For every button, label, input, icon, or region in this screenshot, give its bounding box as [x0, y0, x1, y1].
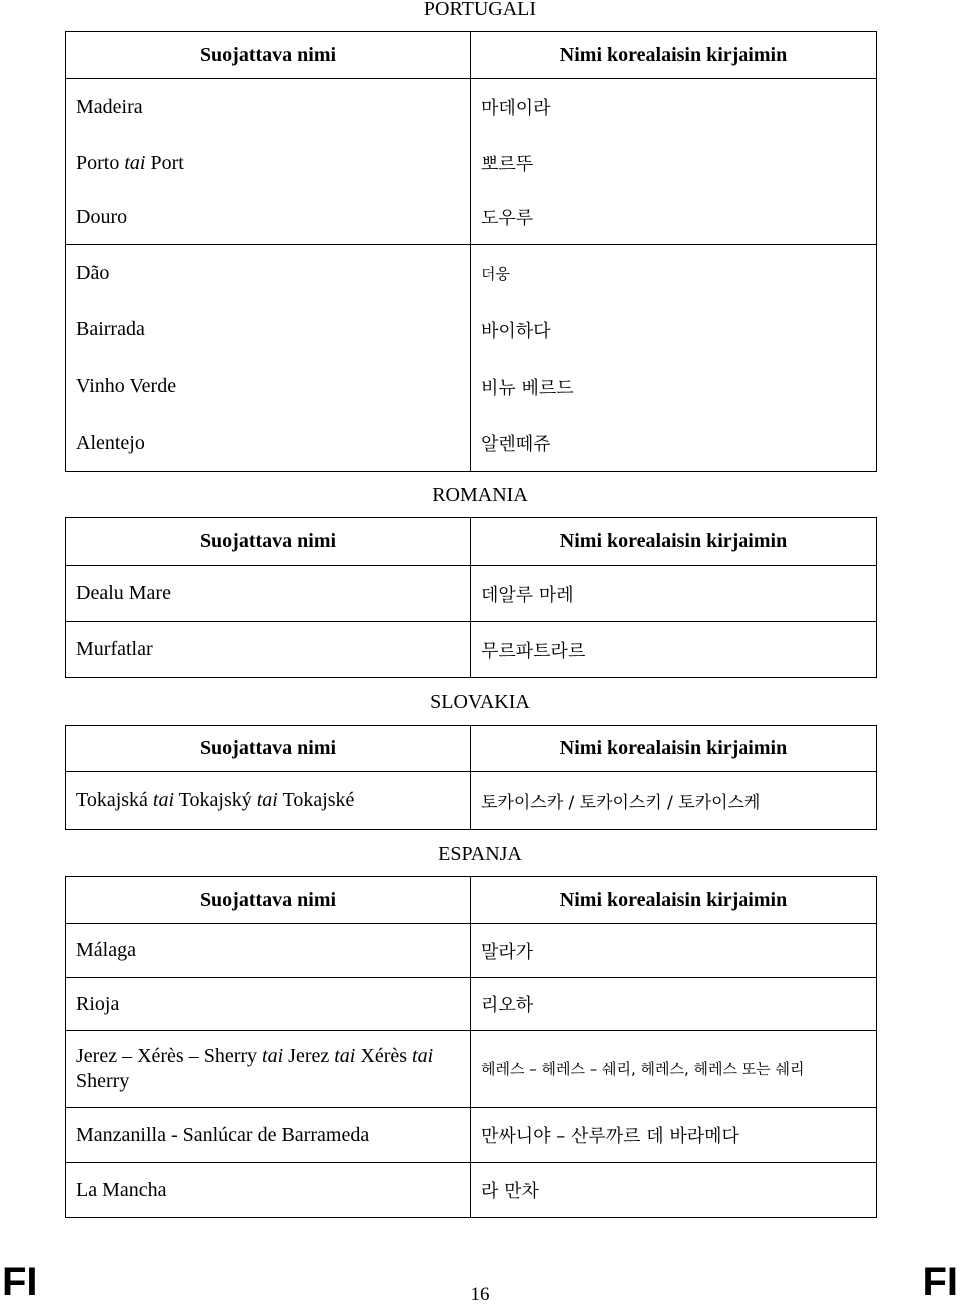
- korean-name: 무르파트라르: [471, 622, 877, 678]
- protected-name: Málaga: [66, 924, 471, 978]
- footer-language-left: FI: [2, 1260, 38, 1304]
- page-number: 16: [470, 1284, 490, 1305]
- korean-name: 알렌떼쥬: [471, 416, 877, 472]
- korean-name: 만싸니야 – 산루까르 데 바라메다: [471, 1108, 877, 1163]
- protected-name: Alentejo: [66, 416, 471, 472]
- protected-name: Tokajská tai Tokajský tai Tokajské: [66, 772, 471, 830]
- header-protected-name: Suojattava nimi: [66, 32, 471, 79]
- protected-name: Jerez – Xérès – Sherry tai Jerez tai Xérès tai Sherry: [66, 1031, 471, 1108]
- footer-language-right: FI: [922, 1260, 958, 1304]
- korean-name: 리오하: [471, 978, 877, 1031]
- header-korean-name: Nimi korealaisin kirjaimin: [471, 518, 877, 566]
- korean-name: 마데이라: [471, 79, 877, 136]
- protected-name: Manzanilla - Sanlúcar de Barrameda: [66, 1108, 471, 1163]
- section-title-portugali: PORTUGALI: [423, 0, 537, 20]
- korean-name: 비뉴 베르드: [471, 358, 877, 416]
- header-korean-name: Nimi korealaisin kirjaimin: [471, 877, 877, 924]
- header-korean-name: Nimi korealaisin kirjaimin: [471, 726, 877, 772]
- korean-name: 뽀르뚜: [471, 136, 877, 191]
- table-slovakia: [65, 725, 877, 830]
- section-title-slovakia: SLOVAKIA: [430, 691, 530, 713]
- protected-name: La Mancha: [66, 1163, 471, 1218]
- protected-name: Rioja: [66, 978, 471, 1031]
- protected-name: Bairrada: [66, 302, 471, 358]
- korean-name: 토카이스카 / 토카이스키 / 토카이스케: [471, 772, 877, 830]
- header-protected-name: Suojattava nimi: [66, 518, 471, 566]
- table-romania: [65, 517, 877, 678]
- protected-name: Murfatlar: [66, 622, 471, 678]
- korean-name: 라 만차: [471, 1163, 877, 1218]
- protected-name: Porto tai Port: [66, 136, 471, 191]
- korean-name: 바이하다: [471, 302, 877, 358]
- korean-name: 더웅: [471, 245, 877, 302]
- protected-name: Dão: [66, 245, 471, 302]
- header-protected-name: Suojattava nimi: [66, 726, 471, 772]
- protected-name: Madeira: [66, 79, 471, 136]
- korean-name: 데알루 마레: [471, 566, 877, 622]
- table-espanja: [65, 876, 877, 1218]
- korean-name: 도우루: [471, 191, 877, 245]
- table-portugali: [65, 31, 877, 472]
- section-title-espanja: ESPANJA: [438, 843, 522, 865]
- protected-name: Dealu Mare: [66, 566, 471, 622]
- protected-name: Douro: [66, 191, 471, 245]
- header-korean-name: Nimi korealaisin kirjaimin: [471, 32, 877, 79]
- header-protected-name: Suojattava nimi: [66, 877, 471, 924]
- korean-name: 말라가: [471, 924, 877, 978]
- protected-name: Vinho Verde: [66, 358, 471, 416]
- section-title-romania: ROMANIA: [432, 484, 528, 506]
- korean-name: 헤레스 – 헤레스 – 쉐리, 헤레스, 헤레스 또는 쉐리: [471, 1031, 877, 1108]
